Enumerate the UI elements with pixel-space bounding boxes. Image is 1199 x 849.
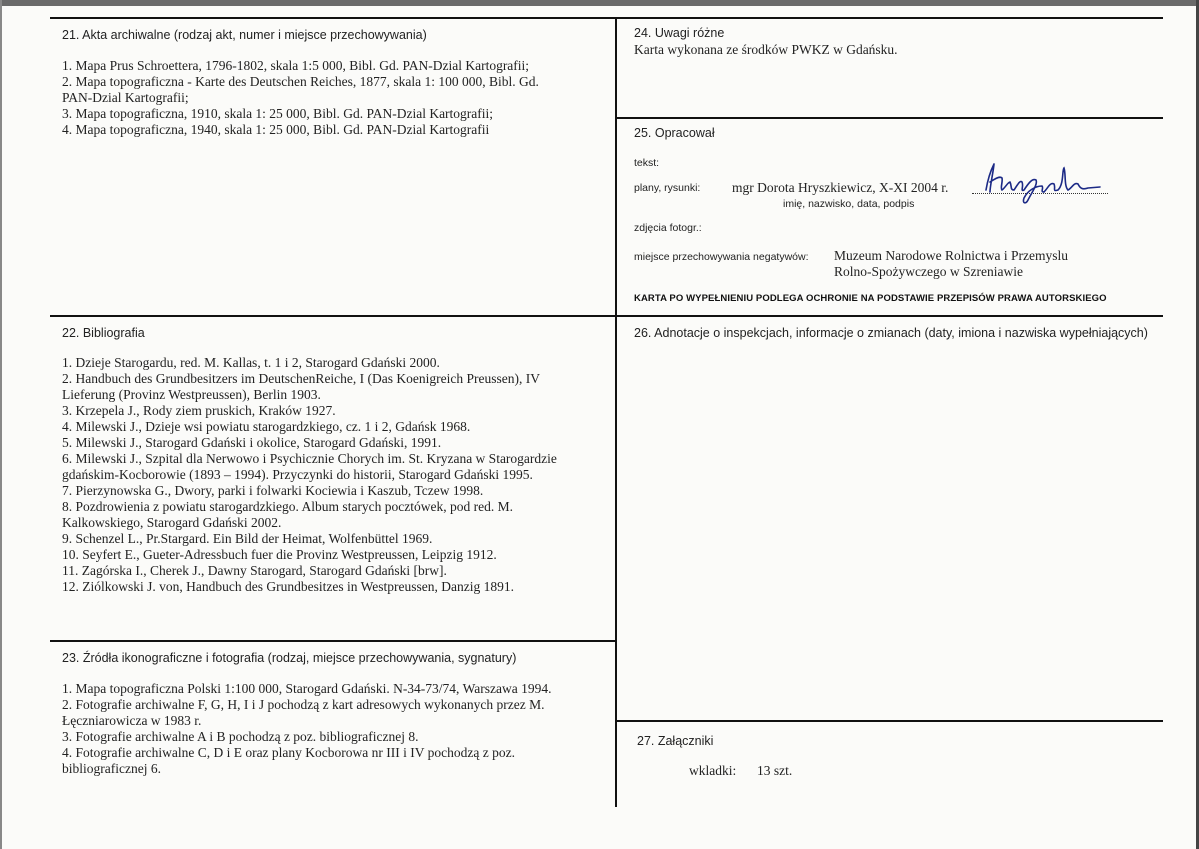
section-23 — [62, 651, 607, 777]
signature-caption: imię, nazwisko, data, podpis — [783, 198, 915, 210]
list-item: 12. Ziólkowski J. von, Handbuch des Grundbesitzes in Westpreussen, Danzig 1891. — [62, 579, 514, 594]
rule-top — [50, 17, 1163, 19]
list-item: 4. Fotografie archiwalne C, D i E oraz plany Kocborowa nr III i IV pochodzą z poz. — [62, 745, 515, 760]
attachments-value: 13 szt. — [757, 763, 793, 778]
copyright-notice: KARTA PO WYPEŁNIENIU PODLEGA OCHRONIE NA PODSTAWIE PRZEPISÓW PRAWA AUTORSKIEGO — [634, 293, 1107, 304]
list-item: 8. Pozdrowienia z powiatu starogardzkiego. Album starych pocztówek, pod red. M. — [62, 499, 514, 514]
list-item: 3. Mapa topograficzna, 1910, skala 1: 25 000, Bibl. Gd. PAN-Dzial Kartografii; — [62, 106, 494, 121]
section-27-title: 27. Załączniki — [637, 734, 714, 748]
section-24-text: Karta wykonana ze środków PWKZ w Gdańsku. — [634, 42, 898, 57]
rule-right-after-26 — [615, 720, 1163, 722]
list-item: PAN-Dzial Kartografii; — [62, 90, 189, 105]
list-item: 3. Krzepela J., Rody ziem pruskich, Kraków 1927. — [62, 403, 336, 418]
list-item: 6. Milewski J., Szpital dla Nerwowo i Psychicznie Chorych im. St. Kryzana w Starogardzie — [62, 451, 557, 466]
scan-edge-top — [0, 0, 1199, 6]
list-item: 1. Mapa topograficzna Polski 1:100 000, Starogard Gdański. N-34-73/74, Warszawa 1994. — [62, 681, 552, 696]
list-item: 7. Pierzynowska G., Dwory, parki i folwarki Kociewia i Kaszub, Tczew 1998. — [62, 483, 484, 498]
list-item: 11. Zagórska I., Cherek J., Dawny Starogard, Starogard Gdański [brw]. — [62, 563, 447, 578]
section-21-title: 21. Akta archiwalne (rodzaj akt, numer i miejsce przechowywania) — [62, 28, 427, 42]
list-item: 1. Mapa Prus Schroettera, 1796-1802, skala 1:5 000, Bibl. Gd. PAN-Dzial Kartografii; — [62, 58, 530, 73]
miejsce-label: miejsce przechowywania negatywów: — [634, 251, 809, 263]
signature-image — [978, 160, 1108, 204]
section-21-list — [62, 58, 607, 138]
attachments-label: wkladki: — [689, 763, 737, 778]
plany-label: plany, rysunki: — [634, 182, 701, 194]
zdjecia-label: zdjęcia fotogr.: — [634, 222, 702, 234]
list-item: 2. Mapa topograficzna - Karte des Deutschen Reiches, 1877, skala 1: 100 000, Bibl. Gd. — [62, 74, 539, 89]
list-item: 1. Dzieje Starogardu, red. M. Kallas, t. 1 i 2, Starogard Gdański 2000. — [62, 355, 440, 370]
list-item: Łęczniarowicza w 1983 r. — [62, 713, 202, 728]
section-23-list — [62, 681, 607, 777]
tekst-label: tekst: — [634, 157, 660, 169]
miejsce-line-2: Rolno-Spożywczego w Szreniawie — [834, 264, 1023, 279]
section-24 — [634, 26, 1154, 58]
miejsce-value — [834, 248, 1068, 280]
scan-edge-left — [0, 0, 2, 849]
rule-mid — [50, 315, 1163, 317]
rule-center — [615, 17, 617, 807]
list-item: 5. Milewski J., Starogard Gdański i okolice, Starogard Gdański, 1991. — [62, 435, 442, 450]
list-item: 2. Fotografie archiwalne F, G, H, I i J pochodzą z kart adresowych wykonanych przez M. — [62, 697, 545, 712]
plany-value: mgr Dorota Hryszkiewicz, X-XI 2004 r. — [732, 180, 949, 195]
list-item: 4. Milewski J., Dzieje wsi powiatu starogardzkiego, cz. 1 i 2, Gdańsk 1968. — [62, 419, 471, 434]
section-22 — [62, 326, 607, 595]
miejsce-line-1: Muzeum Narodowe Rolnictwa i Przemyslu — [834, 248, 1068, 263]
list-item: gdańskim-Kocborowie (1893 – 1994). Przyczynki do historii, Starogard Gdański 1995. — [62, 467, 533, 482]
section-24-title: 24. Uwagi różne — [634, 26, 725, 40]
list-item: bibliograficznej 6. — [62, 761, 161, 776]
list-item: 2. Handbuch des Grundbesitzers im DeutschenReiche, I (Das Koenigreich Preussen), IV — [62, 371, 540, 386]
list-item: 10. Seyfert E., Gueter-Adressbuch fuer die Provinz Westpreussen, Leipzig 1912. — [62, 547, 497, 562]
list-item: 9. Schenzel L., Pr.Stargard. Ein Bild der Heimat, Wolfenbüttel 1969. — [62, 531, 433, 546]
section-25-title: 25. Opracował — [634, 126, 715, 140]
list-item: Kalkowskiego, Starogard Gdański 2002. — [62, 515, 282, 530]
rule-right-after-24 — [615, 117, 1163, 119]
section-21 — [62, 28, 607, 138]
list-item: 4. Mapa topograficzna, 1940, skala 1: 25 000, Bibl. Gd. PAN-Dzial Kartografii — [62, 122, 490, 137]
section-23-title: 23. Źródła ikonograficzne i fotografia (rodzaj, miejsce przechowywania, sygnatury) — [62, 651, 517, 665]
list-item: Lieferung (Provinz Westpreussen), Berlin 1903. — [62, 387, 321, 402]
section-22-title: 22. Bibliografia — [62, 326, 145, 340]
list-item: 3. Fotografie archiwalne A i B pochodzą z poz. bibliograficznej 8. — [62, 729, 419, 744]
section-26-title: 26. Adnotacje o inspekcjach, informacje o zmianach (daty, imiona i nazwiska wypełniających) — [634, 326, 1148, 340]
section-22-list — [62, 355, 607, 595]
rule-left-after-22 — [50, 640, 616, 642]
